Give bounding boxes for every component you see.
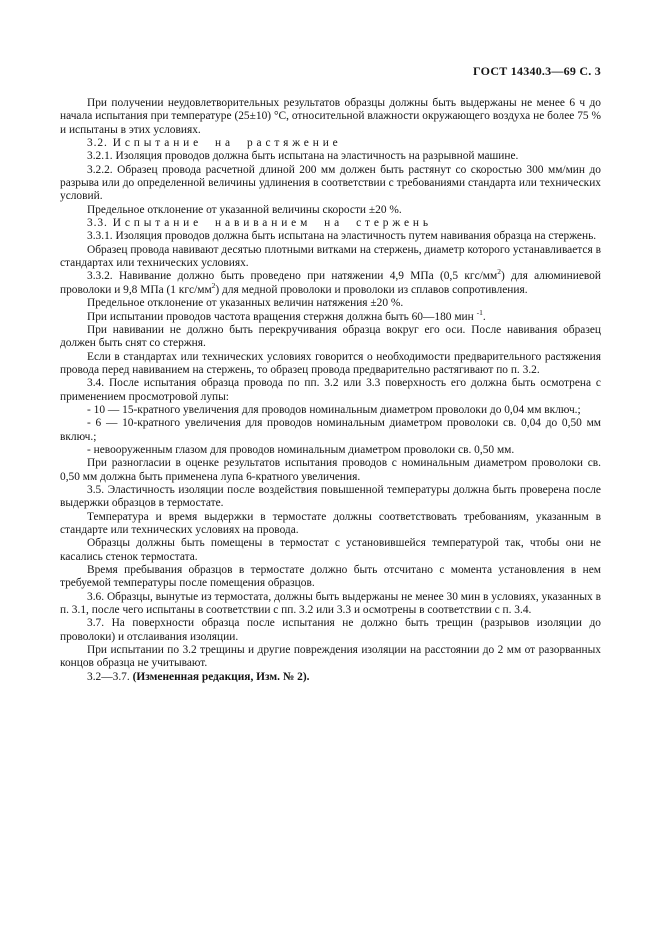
paragraph: 3.4. После испытания образца провода по пп. 3.2 или 3.3 поверхность его должна быть осмотрена с применением просмотровой лупы: — [60, 377, 601, 403]
paragraph: 3.2—3.7. (Измененная редакция, Изм. № 2). — [87, 670, 310, 683]
paragraph: При навивании не должно быть перекручивания образца вокруг его оси. После навивания образец должен быть снят со стержня. — [60, 323, 601, 350]
section-heading — [60, 137, 601, 150]
document-content — [60, 97, 601, 684]
paragraph: - 10 — 15-кратного увеличения для проводов номинальным диаметром проволоки до 0,04 мм включ.; — [87, 403, 581, 416]
paragraph: Предельное отклонение от указанных величин натяжения ±20 %. — [87, 297, 404, 310]
paragraph: При испытании по 3.2 трещины и другие повреждения изоляции на расстоянии до 2 мм от разорванных концов образца не учитывают. — [60, 644, 601, 670]
paragraph: При испытании проводов частота вращения стержня должна быть 60—180 мин $^{-1}$. — [87, 307, 486, 323]
section-heading — [60, 217, 601, 230]
paragraph: 3.2.2. Образец провода расчетной длиной 200 мм должен быть растянут со скоростью 300 мм/мин до разрыва или до определенной величины удлинения в соответствии с требованиями стандарта или технических условий. — [60, 163, 601, 203]
section-title: Испытание навиванием на стержень — [112, 217, 432, 230]
paragraph: 3.6. Образцы, вынутые из термостата, должны быть выдержаны не менее 30 мин в условиях, указанных в п. 3.1, после чего испытаны в соответствии с пп. 3.2 или 3.3 и осмотрены в соответствии с п. 3.4. — [60, 590, 601, 617]
superscript: 2 — [211, 281, 216, 291]
paragraph: 3.5. Эластичность изоляции после воздействия повышенной температуры должна быть проверена после выдержки образцов в термостате. — [60, 483, 601, 510]
section-number: 3.2. — [87, 137, 108, 150]
paragraph: Температура и время выдержки в термостате должны соответствовать требованиям, указанным в стандарте или технических условиях на провода. — [60, 510, 601, 536]
paragraph: 3.7. На поверхности образца после испытания не должно быть трещин (разрывов изоляции до проволоки) и отслаивания изоляции. — [60, 617, 601, 643]
paragraph: Образец провода навивают десятью плотными витками на стержень, диаметр которого устанавливается в стандартах или технических условиях. — [60, 243, 601, 270]
superscript: -1 — [476, 307, 483, 317]
page-header: ГОСТ 14340.3—69 С. 3 — [473, 64, 601, 78]
paragraph: 3.3.1. Изоляция проводов должна быть испытана на эластичность путем навивания образца на стержень. — [87, 230, 597, 243]
superscript: 2 — [497, 267, 501, 277]
paragraph: При разногласии в оценке результатов испытания проводов с номинальным диаметром проволоки св. 0,50 мм должна быть применена лупа 6-кратного увеличения. — [60, 457, 601, 483]
paragraph: 3.2.1. Изоляция проводов должна быть испытана на эластичность на разрывной машине. — [87, 150, 519, 163]
section-number: 3.3. — [87, 217, 108, 230]
paragraph: Предельное отклонение от указанной величины скорости ±20 %. — [87, 203, 402, 216]
paragraph: При получении неудовлетворительных результатов образцы должны быть выдержаны не менее 6 ч до начала испытания при температуре (25±10) °С, относительной влажности окружающего воздуха не более 75 % и испытаны в этих условиях. — [60, 97, 601, 136]
paragraph: Образцы должны быть помещены в термостат с установившейся температурой так, чтобы они не касались стенок термостата. — [60, 537, 601, 563]
paragraph: - невооруженным глазом для проводов номинальным диаметром проволоки св. 0,50 мм. — [87, 443, 515, 456]
paragraph: Время пребывания образцов в термостате должно быть отсчитано с момента установления в нем требуемой температуры после помещения образцов. — [60, 564, 601, 590]
section-title: Испытание на растяжение — [112, 137, 342, 150]
paragraph: Если в стандартах или технических условиях говорится о необходимости предварительного растяжения провода перед навиванием на стержень, то образец провода предварительно растягивают по п. 3.2. — [60, 350, 601, 376]
bold-text: (Измененная редакция, Изм. № 2). — [132, 670, 310, 683]
paragraph: 3.3.2. Навивание должно быть проведено при натяжении 4,9 МПа (0,5 кгс/$мм^2$) для алюминиевой проволоки и 9,8 МПа (1 кгс/$мм^2$) для медной проволоки и проволоки из сплавов сопротивления. — [60, 267, 601, 296]
paragraph: - 6 — 10-кратного увеличения для проводов номинальным диаметром проволоки св. 0,04 до 0,50 мм включ.; — [60, 417, 601, 443]
